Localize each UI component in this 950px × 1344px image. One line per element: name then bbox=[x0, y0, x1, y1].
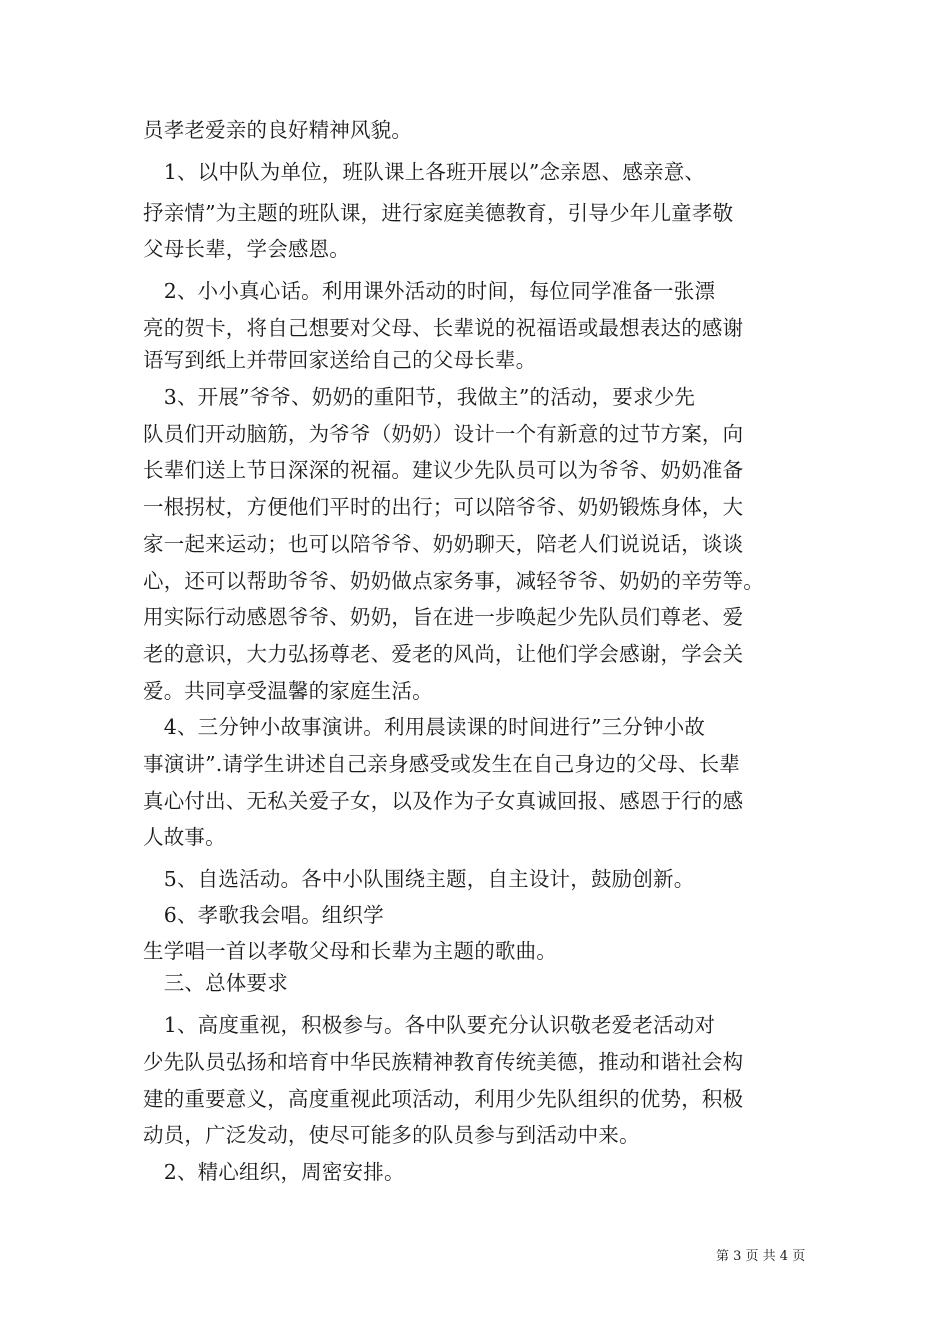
body-text-line: 1、以中队为单位，班队课上各班开展以”念亲恩、感亲意、 bbox=[143, 160, 706, 184]
body-text-line: 3、开展”爷爷、奶奶的重阳节，我做主”的活动，要求少先 bbox=[143, 385, 696, 409]
body-text-line: 真心付出、无私关爱子女，以及作为子女真诚回报、感恩于行的感 bbox=[143, 789, 744, 813]
body-text-line: 5、自选活动。各中小队围绕主题，自主设计，鼓励创新。 bbox=[143, 867, 695, 891]
body-text-line: 爱。共同享受温馨的家庭生活。 bbox=[143, 679, 433, 703]
body-text-line: 员孝老爱亲的良好精神风貌。 bbox=[143, 118, 413, 142]
body-text-line: 长辈们送上节日深深的祝福。建议少先队员可以为爷爷、奶奶准备 bbox=[143, 458, 744, 482]
body-text-line: 父母长辈，学会感恩。 bbox=[143, 237, 350, 261]
body-text-line: 亮的贺卡，将自己想要对父母、长辈说的祝福语或最想表达的感谢 bbox=[143, 316, 744, 340]
body-text-line: 家一起来运动；也可以陪爷爷、奶奶聊天，陪老人们说说话，谈谈 bbox=[143, 532, 744, 556]
body-text-line: 语写到纸上并带回家送给自己的父母长辈。 bbox=[143, 348, 537, 372]
body-text-line: 人故事。 bbox=[143, 825, 226, 849]
body-text-line: 1、高度重视，积极参与。各中队要充分认识敬老爱老活动对 bbox=[143, 1013, 716, 1037]
body-text-line: 抒亲情”为主题的班队课，进行家庭美德教育，引导少年儿童孝敬 bbox=[143, 201, 734, 225]
body-text-line: 生学唱一首以孝敬父母和长辈为主题的歌曲。 bbox=[143, 939, 557, 963]
body-text-line: 动员，广泛发动，使尽可能多的队员参与到活动中来。 bbox=[143, 1123, 640, 1147]
body-text-line: 一根拐杖，方便他们平时的出行；可以陪爷爷、奶奶锻炼身体，大 bbox=[143, 495, 744, 519]
page-number: 第 3 页 共 4 页 bbox=[716, 1249, 806, 1264]
body-text-line: 少先队员弘扬和培育中华民族精神教育传统美德，推动和谐社会构 bbox=[143, 1050, 744, 1074]
body-text-line: 心，还可以帮助爷爷、奶奶做点家务事，减轻爷爷、奶奶的辛劳等。 bbox=[143, 569, 764, 593]
body-text-line: 队员们开动脑筋，为爷爷（奶奶）设计一个有新意的过节方案，向 bbox=[143, 422, 744, 446]
body-text-line: 2、小小真心话。利用课外活动的时间，每位同学准备一张漂 bbox=[143, 279, 716, 303]
body-text-line: 6、孝歌我会唱。组织学 bbox=[143, 903, 384, 927]
body-text-line: 老的意识，大力弘扬尊老、爱老的风尚，让他们学会感谢，学会关 bbox=[143, 642, 744, 666]
body-text-line: 2、精心组织，周密安排。 bbox=[143, 1160, 405, 1184]
body-text-line: 建的重要意义，高度重视此项活动，利用少先队组织的优势，积极 bbox=[143, 1087, 744, 1111]
body-text-line: 用实际行动感恩爷爷、奶奶，旨在进一步唤起少先队员们尊老、爱 bbox=[143, 605, 744, 629]
body-text-line: 事演讲”.请学生讲述自己亲身感受或发生在自己身边的父母、长辈 bbox=[143, 752, 740, 776]
body-text-line: 4、三分钟小故事演讲。利用晨读课的时间进行”三分钟小故 bbox=[143, 715, 706, 739]
section-heading: 三、总体要求 bbox=[143, 971, 288, 995]
